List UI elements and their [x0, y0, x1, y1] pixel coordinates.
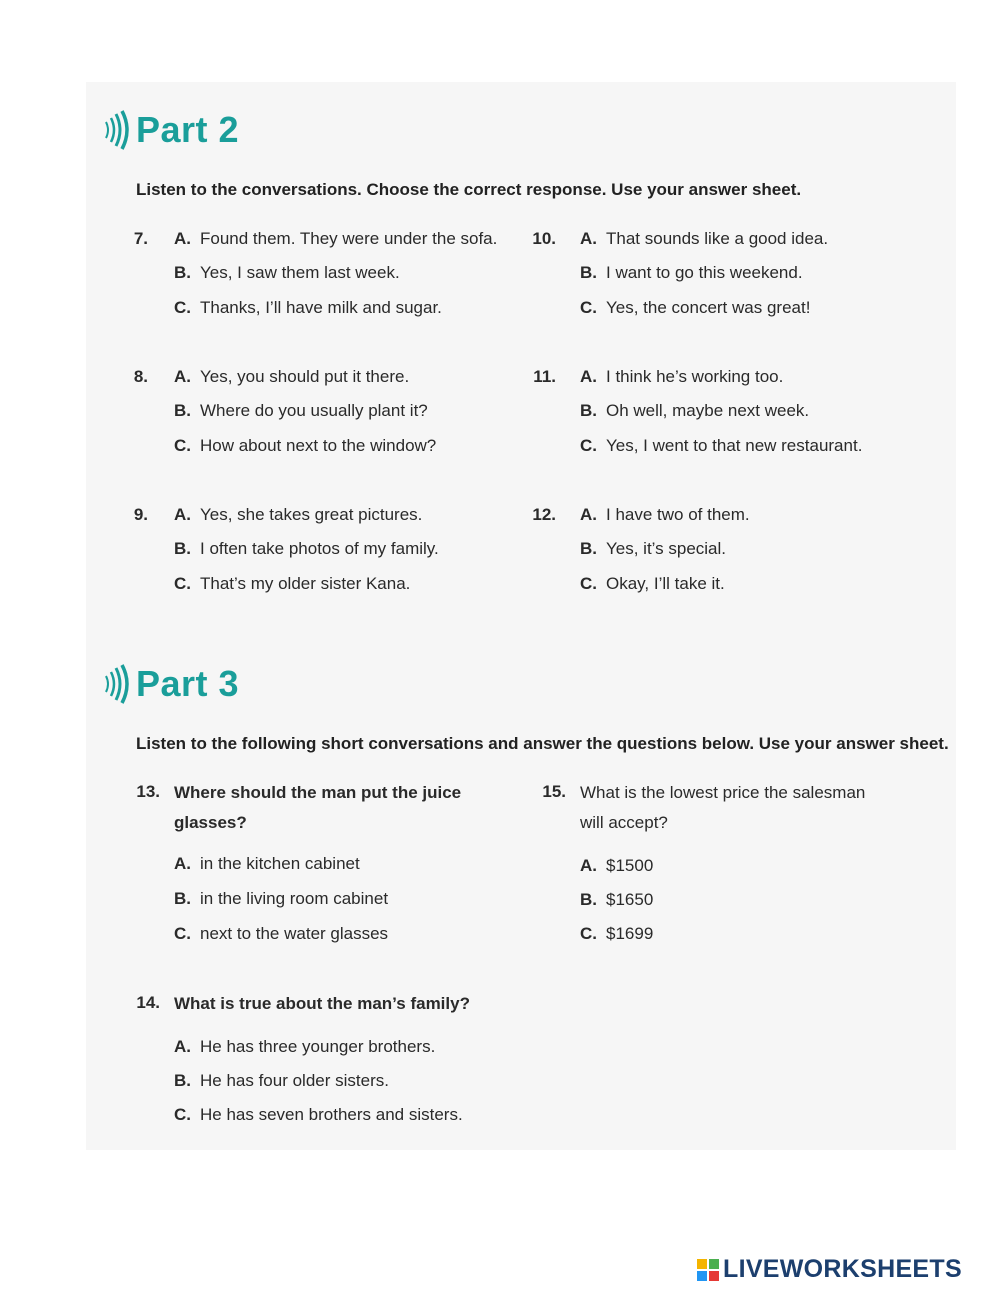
part2-title: Part 2 [136, 109, 240, 150]
option-a[interactable]: A. Yes, you should put it there. [174, 367, 410, 386]
question-number: 10. [532, 229, 556, 248]
liveworksheets-logo[interactable] [697, 1255, 962, 1284]
part3-title: Part 3 [136, 663, 240, 704]
option-a[interactable]: A. Found them. They were under the sofa. [174, 229, 498, 248]
question-number: 11. [533, 367, 556, 386]
option-b[interactable]: B. I want to go this weekend. [580, 263, 803, 282]
option-b[interactable]: B. Oh well, maybe next week. [580, 401, 810, 420]
option-a[interactable]: A. That sounds like a good idea. [580, 229, 829, 248]
question-number: 7. [133, 229, 148, 248]
option-b[interactable]: B. Yes, I saw them last week. [174, 263, 400, 282]
option-c[interactable]: C. next to the water glasses [174, 924, 389, 943]
option-b[interactable]: B. Where do you usually plant it? [174, 401, 428, 420]
logo-blocks-icon [697, 1259, 719, 1281]
question-text: What is the lowest price the salesman will accept? [580, 783, 866, 832]
question-number: 13. [136, 782, 160, 801]
audio-waves-icon [100, 108, 134, 152]
option-c[interactable]: C. Thanks, I’ll have milk and sugar. [174, 298, 442, 317]
option-c[interactable]: C. How about next to the window? [174, 436, 437, 455]
part2-heading [100, 108, 239, 152]
question-text: Where should the man put the juice glasses? [174, 783, 462, 832]
audio-waves-icon [100, 662, 134, 706]
option-b[interactable]: B. He has four older sisters. [174, 1071, 389, 1090]
option-b[interactable]: B. I often take photos of my family. [174, 539, 439, 558]
option-a[interactable]: A. I have two of them. [580, 505, 750, 524]
option-a[interactable]: A. in the kitchen cabinet [174, 854, 360, 873]
question-number: 8. [133, 367, 148, 386]
part3-heading [100, 662, 239, 706]
option-c[interactable]: C. That’s my older sister Kana. [174, 574, 411, 593]
option-a[interactable]: A. I think he’s working too. [580, 367, 784, 386]
option-c[interactable]: C. Yes, the concert was great! [580, 298, 811, 317]
part3-instruction: Listen to the following short conversations and answer the questions below. Use your answer sheet. [136, 734, 949, 753]
question-number: 9. [133, 505, 148, 524]
option-b[interactable]: B. Yes, it’s special. [580, 539, 727, 558]
logo-text: LIVEWORKSHEETS [723, 1255, 962, 1283]
question-number: 12. [532, 505, 556, 524]
option-c[interactable]: C. $1699 [580, 924, 654, 943]
option-c[interactable]: C. Okay, I’ll take it. [580, 574, 725, 593]
part2-instruction: Listen to the conversations. Choose the correct response. Use your answer sheet. [136, 180, 802, 199]
option-c[interactable]: C. He has seven brothers and sisters. [174, 1105, 463, 1124]
option-a[interactable]: A. He has three younger brothers. [174, 1037, 436, 1056]
question-number: 14. [136, 993, 160, 1012]
option-b[interactable]: B. in the living room cabinet [174, 889, 389, 908]
option-a[interactable]: A. $1500 [580, 856, 654, 875]
question-text: What is true about the man’s family? [174, 994, 470, 1013]
question-number: 15. [542, 782, 566, 801]
option-b[interactable]: B. $1650 [580, 890, 654, 909]
option-c[interactable]: C. Yes, I went to that new restaurant. [580, 436, 863, 455]
option-a[interactable]: A. Yes, she takes great pictures. [174, 505, 423, 524]
